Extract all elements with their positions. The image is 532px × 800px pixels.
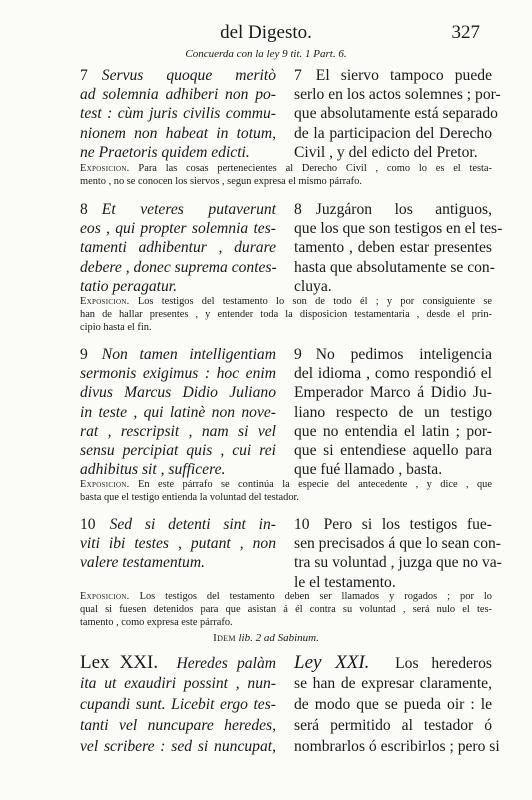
- latin-line: ne Praetoris quidem edicti.: [80, 143, 250, 161]
- spanish-column: [294, 200, 503, 296]
- latin-line: valere testamentum.: [80, 554, 206, 572]
- spanish-line: será permitido al testador ó: [294, 717, 492, 734]
- section-number: 10: [80, 516, 96, 533]
- spanish-column: [294, 345, 492, 479]
- latin-line: cupandi sunt. Licebit ergo tes-: [80, 696, 276, 713]
- section-number: 7: [294, 67, 302, 84]
- section-number: 8: [80, 201, 88, 218]
- exposition-label: Exposicion.: [80, 296, 130, 307]
- exposition-label: Exposicion.: [80, 163, 130, 174]
- exposition-8: [80, 295, 492, 334]
- latin-line: debere , donec suprema contes-: [80, 258, 277, 276]
- section-number: 8: [294, 201, 302, 218]
- latin-line: sensu percipiat quis , cui rei: [80, 441, 276, 459]
- latin-line: test : cùm juris civilis commu-: [80, 105, 276, 123]
- section-number: 10: [294, 516, 310, 533]
- latin-line: 8 Et veteres putaverunt: [80, 201, 276, 218]
- exposition-7: [80, 162, 492, 188]
- spanish-line: que fué llamado , basta.: [294, 461, 443, 479]
- spanish-column: [294, 66, 501, 162]
- section-number: 7: [80, 67, 88, 84]
- spanish-line: que absolutamente está separado: [294, 105, 498, 123]
- exposition-line: mento , no se conocen los siervos , segun expresa el mismo párrafo.: [80, 176, 362, 187]
- spanish-line: serlo en los actos solemnes ; por-: [294, 86, 501, 104]
- spanish-line: del idioma , como respondió el: [294, 365, 492, 383]
- exposition-line: Exposicion. Para las cosas pertenecientes al Derecho Civil , como lo es el testa-: [80, 163, 493, 174]
- latin-line: ad solemnia adhiberi non po-: [80, 86, 276, 104]
- spanish-line: tra su voluntad , juzga que no va-: [294, 554, 502, 572]
- exposition-line: han de hallar presentes , y entender toda la disposicion testamentaria , desde el prin-: [80, 309, 492, 320]
- page-header: [0, 22, 532, 44]
- exposition-9: [80, 478, 492, 504]
- spanish-line: 9 No pedimos inteligencia: [294, 346, 492, 363]
- spanish-line: que no entendia el latin ; por-: [294, 422, 492, 440]
- spanish-line: 8 Juzgáron los antiguos,: [294, 201, 492, 218]
- latin-line: ita ut exaudiri possint , nun-: [80, 675, 276, 692]
- spanish-line: le el testamento.: [294, 573, 396, 591]
- section-number: 9: [80, 346, 88, 363]
- idem-reference: lib. 2 ad Sabinum.: [238, 632, 319, 644]
- spanish-line: liano respecto de un testigo: [294, 403, 492, 421]
- exposition-line: Exposicion. En este párrafo se continúa la especie del antecedente , y dice , que: [80, 479, 492, 490]
- spanish-line: Civil , y del edicto del Pretor.: [294, 143, 478, 161]
- running-title: del Digesto.: [220, 22, 312, 43]
- spanish-line: de modo que se pueda oir : le: [294, 696, 492, 713]
- spanish-line: se han de expresar claramente,: [294, 675, 492, 692]
- exposition-line: tamento , como expresa este párrafo.: [80, 617, 233, 628]
- spanish-line: hasta que absolutamente se con-: [294, 258, 495, 276]
- exposition-label: Exposicion.: [80, 591, 130, 602]
- latin-column: [80, 66, 276, 162]
- latin-line: adhibitus sit , sufficere.: [80, 461, 226, 479]
- idem-label: Idem: [213, 632, 236, 644]
- page-number: 327: [451, 22, 480, 43]
- latin-line: vel scribere : sed si nuncupat,: [80, 738, 276, 755]
- latin-line: 7 Servus quoque meritò: [80, 67, 276, 84]
- spanish-line: Ley XXI. Los herederos: [294, 652, 492, 673]
- spanish-line: 7 El siervo tampoco puede: [294, 67, 492, 84]
- latin-line: nionem non habeat in totum,: [80, 124, 276, 142]
- spanish-line: cluya.: [294, 277, 332, 295]
- exposition-label: Exposicion.: [80, 479, 130, 490]
- exposition-line: Exposicion. Los testigos del testamento lo son de todo él ; y por consiguiente se: [80, 296, 492, 307]
- latin-line: tatio peragatur.: [80, 277, 178, 295]
- spanish-line: de la participacion del Derecho: [294, 124, 492, 142]
- latin-line: 9 Non tamen intelligentiam: [80, 346, 276, 363]
- latin-line: rat , rescripsit , nam si vel: [80, 422, 276, 440]
- latin-line: Lex XXI. Heredes palàm: [80, 652, 276, 673]
- exposition-line: basta que el testigo entienda la voluntad del testador.: [80, 492, 300, 503]
- spanish-line: que si entendiese aquello para: [294, 441, 492, 459]
- spanish-line: nombrarlos ó escribirlos ; pero si: [294, 738, 500, 755]
- law-heading-spanish: Ley XXI.: [294, 652, 370, 673]
- latin-column: [80, 200, 276, 296]
- latin-column: [80, 652, 276, 757]
- exposition-line: qual si fuesen detenidos para que asistan á él contra su voluntad , será nulo el tes-: [80, 604, 492, 615]
- spanish-line: Emperador Marco á Didio Ju-: [294, 384, 492, 402]
- latin-line: divus Marcus Didio Juliano: [80, 384, 276, 402]
- exposition-line: cipio hasta el fin.: [80, 322, 152, 333]
- concordance-note: Concuerda con la ley 9 tit. 1 Part. 6.: [185, 48, 347, 60]
- spanish-column: [294, 515, 502, 592]
- spanish-line: que los que son testigos en el tes-: [294, 220, 503, 238]
- latin-column: [80, 515, 276, 573]
- spanish-line: sen precisados á que lo sean con-: [294, 535, 501, 553]
- exposition-line: Exposicion. Los testigos del testamento deben ser llamados y rogados ; por lo: [80, 591, 492, 602]
- latin-line: tamenti adhibentur , durare: [80, 239, 276, 257]
- spanish-line: tamento , deben estar presentes: [294, 239, 492, 257]
- law-heading-latin: Lex XXI.: [80, 652, 159, 673]
- latin-column: [80, 345, 276, 479]
- exposition-10: [80, 590, 492, 629]
- latin-line: viti ibi testes , putant , non: [80, 535, 276, 553]
- latin-line: 10 Sed si detenti sint in-: [80, 516, 276, 533]
- latin-line: sermonis exigimus : hoc enim: [80, 365, 276, 383]
- spanish-column: [294, 652, 500, 757]
- latin-line: eos , qui propter solemnia tes-: [80, 220, 276, 238]
- latin-line: in teste , qui latinè non nove-: [80, 403, 276, 421]
- section-number: 9: [294, 346, 302, 363]
- spanish-line: 10 Pero si los testigos fue-: [294, 516, 492, 533]
- latin-line: tanti vel nuncupare heredes,: [80, 717, 276, 734]
- source-reference: [0, 632, 532, 644]
